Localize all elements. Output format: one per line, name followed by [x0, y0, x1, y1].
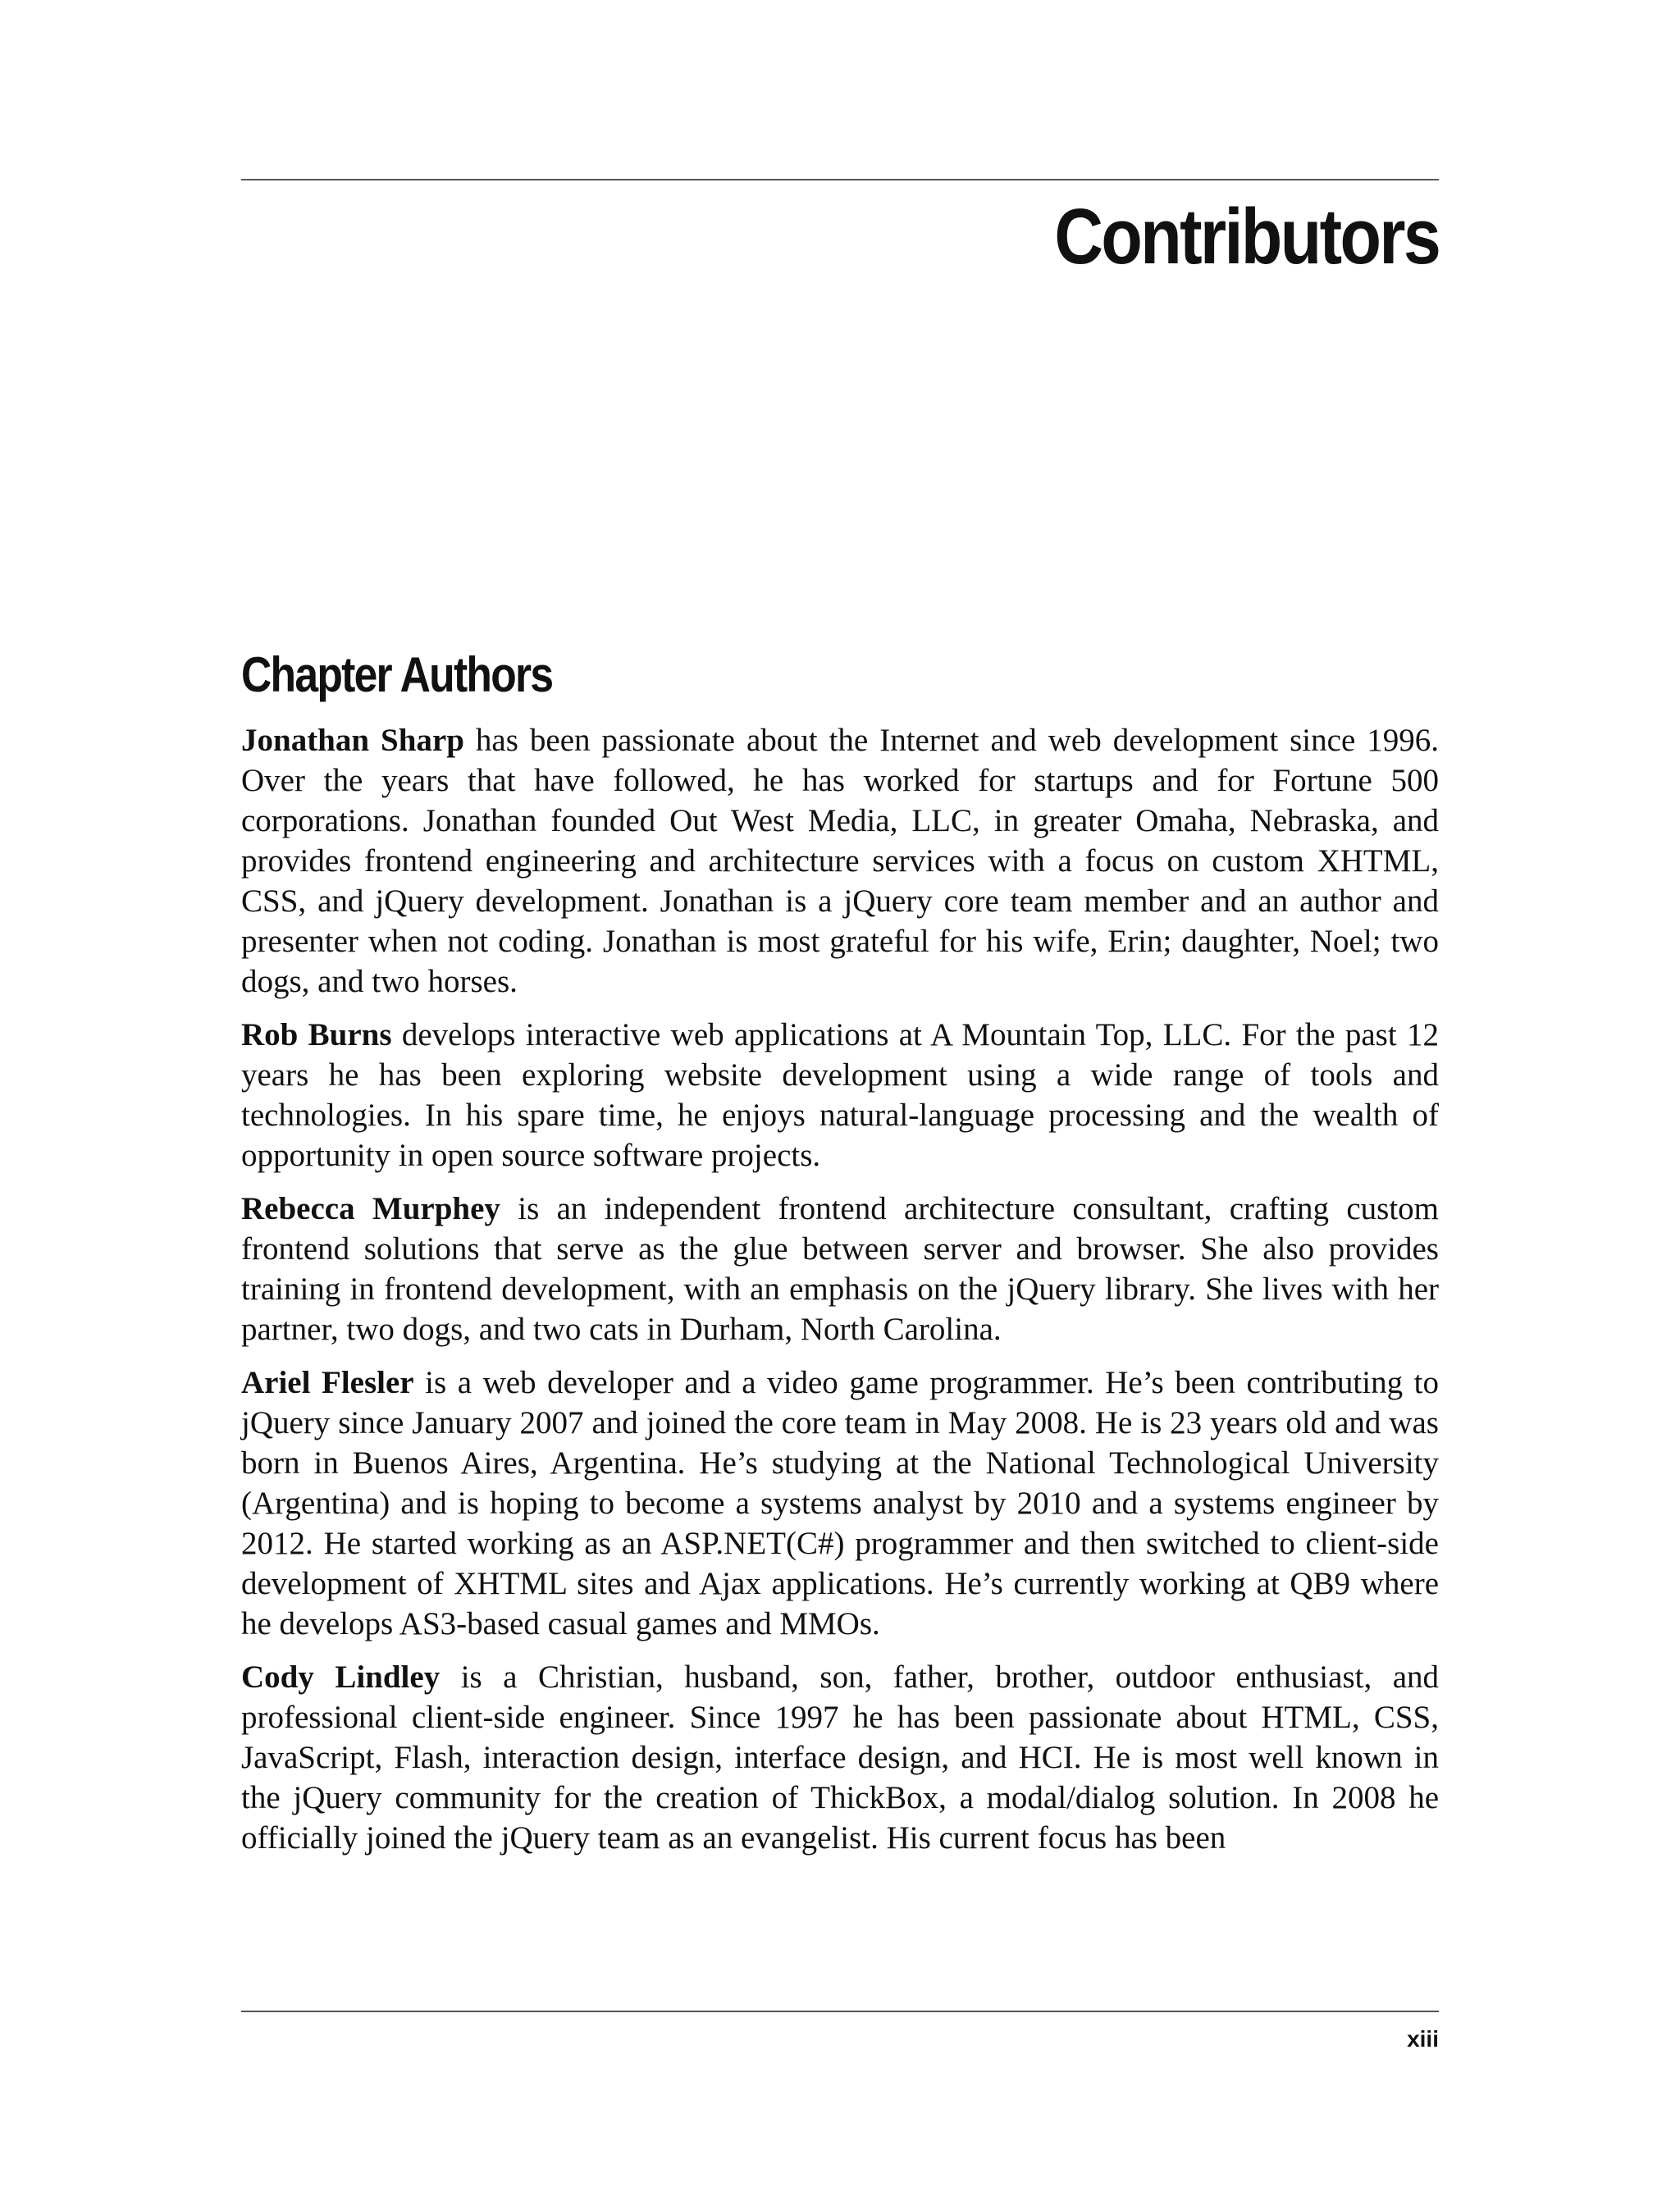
bio-text: is an independent frontend architecture consultant, crafting custom frontend solutions that serve as the glue between server and browser. She also provides training in frontend development, with an emphasis on the jQuery library. She lives with her partner, two dogs, and two cats in Durham, North Carolina.	[241, 1191, 1439, 1347]
bio-list	[241, 720, 1439, 1871]
bio-text: is a web developer and a video game programmer. He’s been contributing to jQuery since January 2007 and joined the core team in May 2008. He is 23 years old and was born in Buenos Aires, Argentina. He’s studying at the National Technological University (Argentina) and is hoping to become a systems analyst by 2010 and a systems engineer by 2012. He started working as an ASP.NET(C#) programmer and then switched to client-side development of XHTML sites and Ajax applications. He’s currently working at QB9 where he develops AS3-based casual games and MMOs.	[241, 1365, 1439, 1641]
top-rule	[241, 179, 1439, 180]
bio-name: Ariel Flesler	[241, 1365, 414, 1400]
chapter-title: Contributors	[1054, 193, 1439, 281]
page-number: xiii	[1407, 2026, 1439, 2052]
bio-name: Cody Lindley	[241, 1659, 441, 1695]
bio-paragraph	[241, 1189, 1439, 1349]
bio-paragraph	[241, 1015, 1439, 1176]
section-heading: Chapter Authors	[241, 647, 553, 702]
bottom-rule	[241, 2011, 1439, 2012]
bio-paragraph	[241, 1657, 1439, 1858]
bio-name: Rob Burns	[241, 1017, 392, 1052]
bio-text: has been passionate about the Internet and web development since 1996. Over the years that have followed, he has worked for startups and for Fortune 500 corporations. Jonathan founded Out West Media, LLC, in greater Omaha, Nebraska, and provides frontend engineering and architecture services with a focus on custom XHTML, CSS, and jQuery development. Jonathan is a jQuery core team member and an author and presenter when not coding. Jonathan is most grateful for his wife, Erin; daughter, Noel; two dogs, and two horses.	[241, 723, 1440, 999]
bio-name: Rebecca Murphey	[241, 1191, 500, 1226]
bio-text: is a Christian, husband, son, father, brother, outdoor enthusiast, and professional client-side engineer. Since 1997 he has been passionate about HTML, CSS, JavaScript, Flash, interaction design, interface design, and HCI. He is most well known in the jQuery community for the creation of ThickBox, a modal/dialog solution. In 2008 he officially joined the jQuery team as an evangelist. His current focus has been	[241, 1659, 1439, 1856]
bio-text: develops interactive web applications at A Mountain Top, LLC. For the past 12 years he has been exploring website development using a wide range of tools and technologies. In his spare time, he enjoys natural-language processing and the wealth of opportunity in open source software projects.	[241, 1017, 1439, 1173]
bio-paragraph	[241, 720, 1439, 1002]
bio-name: Jonathan Sharp	[241, 723, 464, 758]
bio-paragraph	[241, 1363, 1439, 1644]
